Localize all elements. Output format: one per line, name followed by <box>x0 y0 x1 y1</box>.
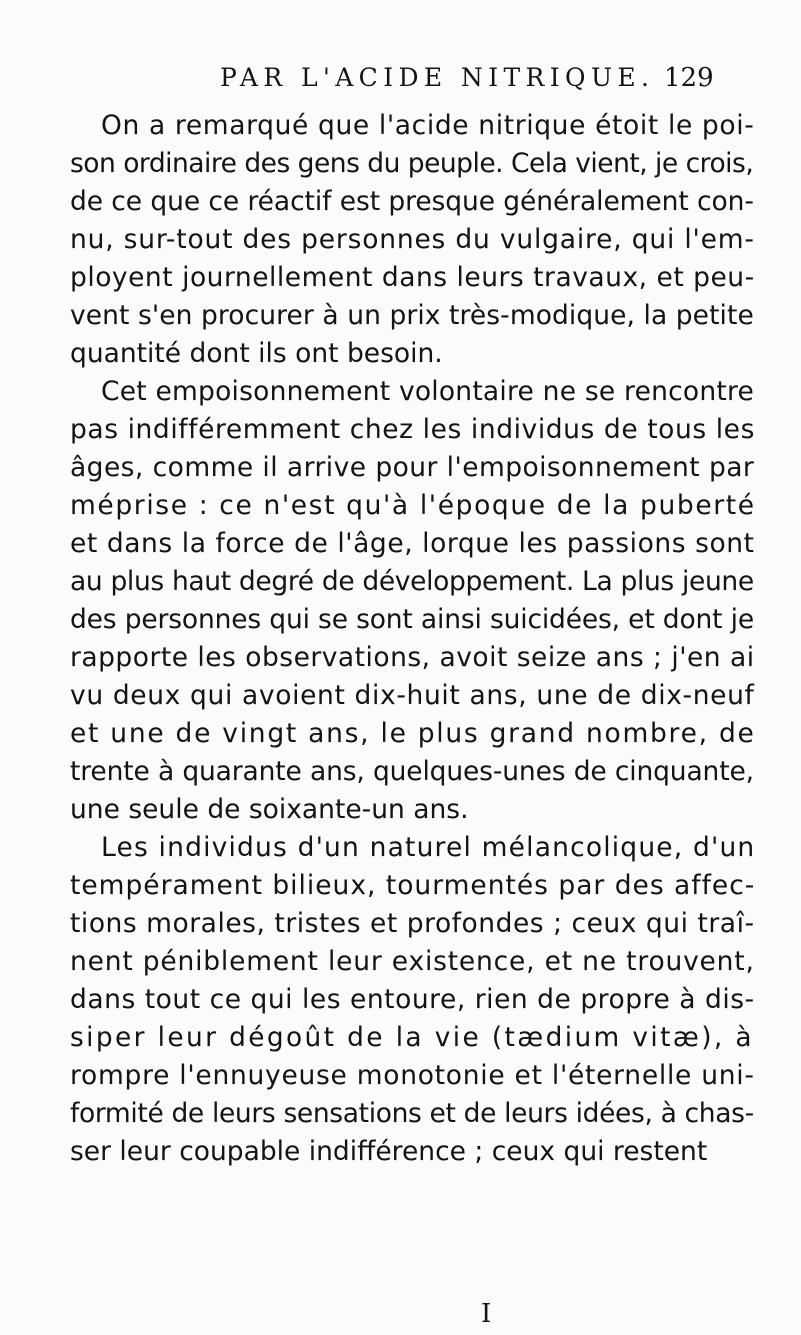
text-line: méprise : ce n'est qu'à l'époque de la puberté <box>70 490 756 521</box>
text-line: nent péniblement leur existence, et ne trouvent, <box>70 946 755 977</box>
text-line: son ordinaire des gens du peuple. Cela vient, je crois, <box>70 148 754 179</box>
text-line: au plus haut degré de développement. La plus jeune <box>70 566 754 597</box>
text-line: tempérament bilieux, tourmentés par des affec- <box>70 870 756 901</box>
text-line: vu deux qui avoient dix-huit ans, une de dix-neuf <box>70 680 755 711</box>
text-line: âges, comme il arrive pour l'empoisonnement par <box>70 452 755 483</box>
text-line: dans tout ce qui les entoure, rien de propre à dis- <box>70 984 755 1015</box>
text-line: vent s'en procurer à un prix très-modique, la petite <box>70 300 754 331</box>
text-line: quantité dont ils ont besoin. <box>70 338 443 369</box>
text-line: Cet empoisonnement volontaire ne se rencontre <box>101 376 755 407</box>
text-line: formité de leurs sensations et de leurs idées, à chas- <box>70 1098 754 1129</box>
signature-mark: I <box>481 1299 492 1329</box>
text-line: nu, sur-tout des personnes du vulgaire, qui l'em- <box>70 224 755 255</box>
text-line: tions morales, tristes et profondes ; ceux qui traî- <box>70 908 755 939</box>
text-line: pas indifféremment chez les individus de tous les <box>70 414 755 445</box>
text-line: siper leur dégoût de la vie (tædium vitæ), à <box>70 1022 754 1053</box>
text-line: et dans la force de l'âge, lorque les passions sont <box>70 528 755 559</box>
text-line: rapporte les observations, avoit seize ans ; j'en ai <box>70 642 755 673</box>
text-line: rompre l'ennuyeuse monotonie et l'éternelle uni- <box>70 1060 755 1091</box>
text-line: et une de vingt ans, le plus grand nombre, de <box>70 718 756 749</box>
text-line: Les individus d'un naturel mélancolique, d'un <box>101 832 756 863</box>
text-line: ployent journellement dans leurs travaux, et peu- <box>70 262 755 293</box>
running-head-title: PAR L'ACIDE NITRIQUE. <box>220 63 655 92</box>
text-line: trente à quarante ans, quelques-unes de cinquante, <box>70 756 754 787</box>
text-line: de ce que ce réactif est presque généralement con- <box>70 186 754 217</box>
text-line: des personnes qui se sont ainsi suicidées, et dont je <box>70 604 755 635</box>
text-line: On a remarqué que l'acide nitrique étoit le poi- <box>101 110 755 141</box>
text-line: une seule de soixante-un ans. <box>70 794 469 825</box>
page-number: 129 <box>664 63 714 93</box>
text-line: ser leur coupable indifférence ; ceux qui restent <box>70 1136 708 1167</box>
running-head <box>0 60 801 100</box>
